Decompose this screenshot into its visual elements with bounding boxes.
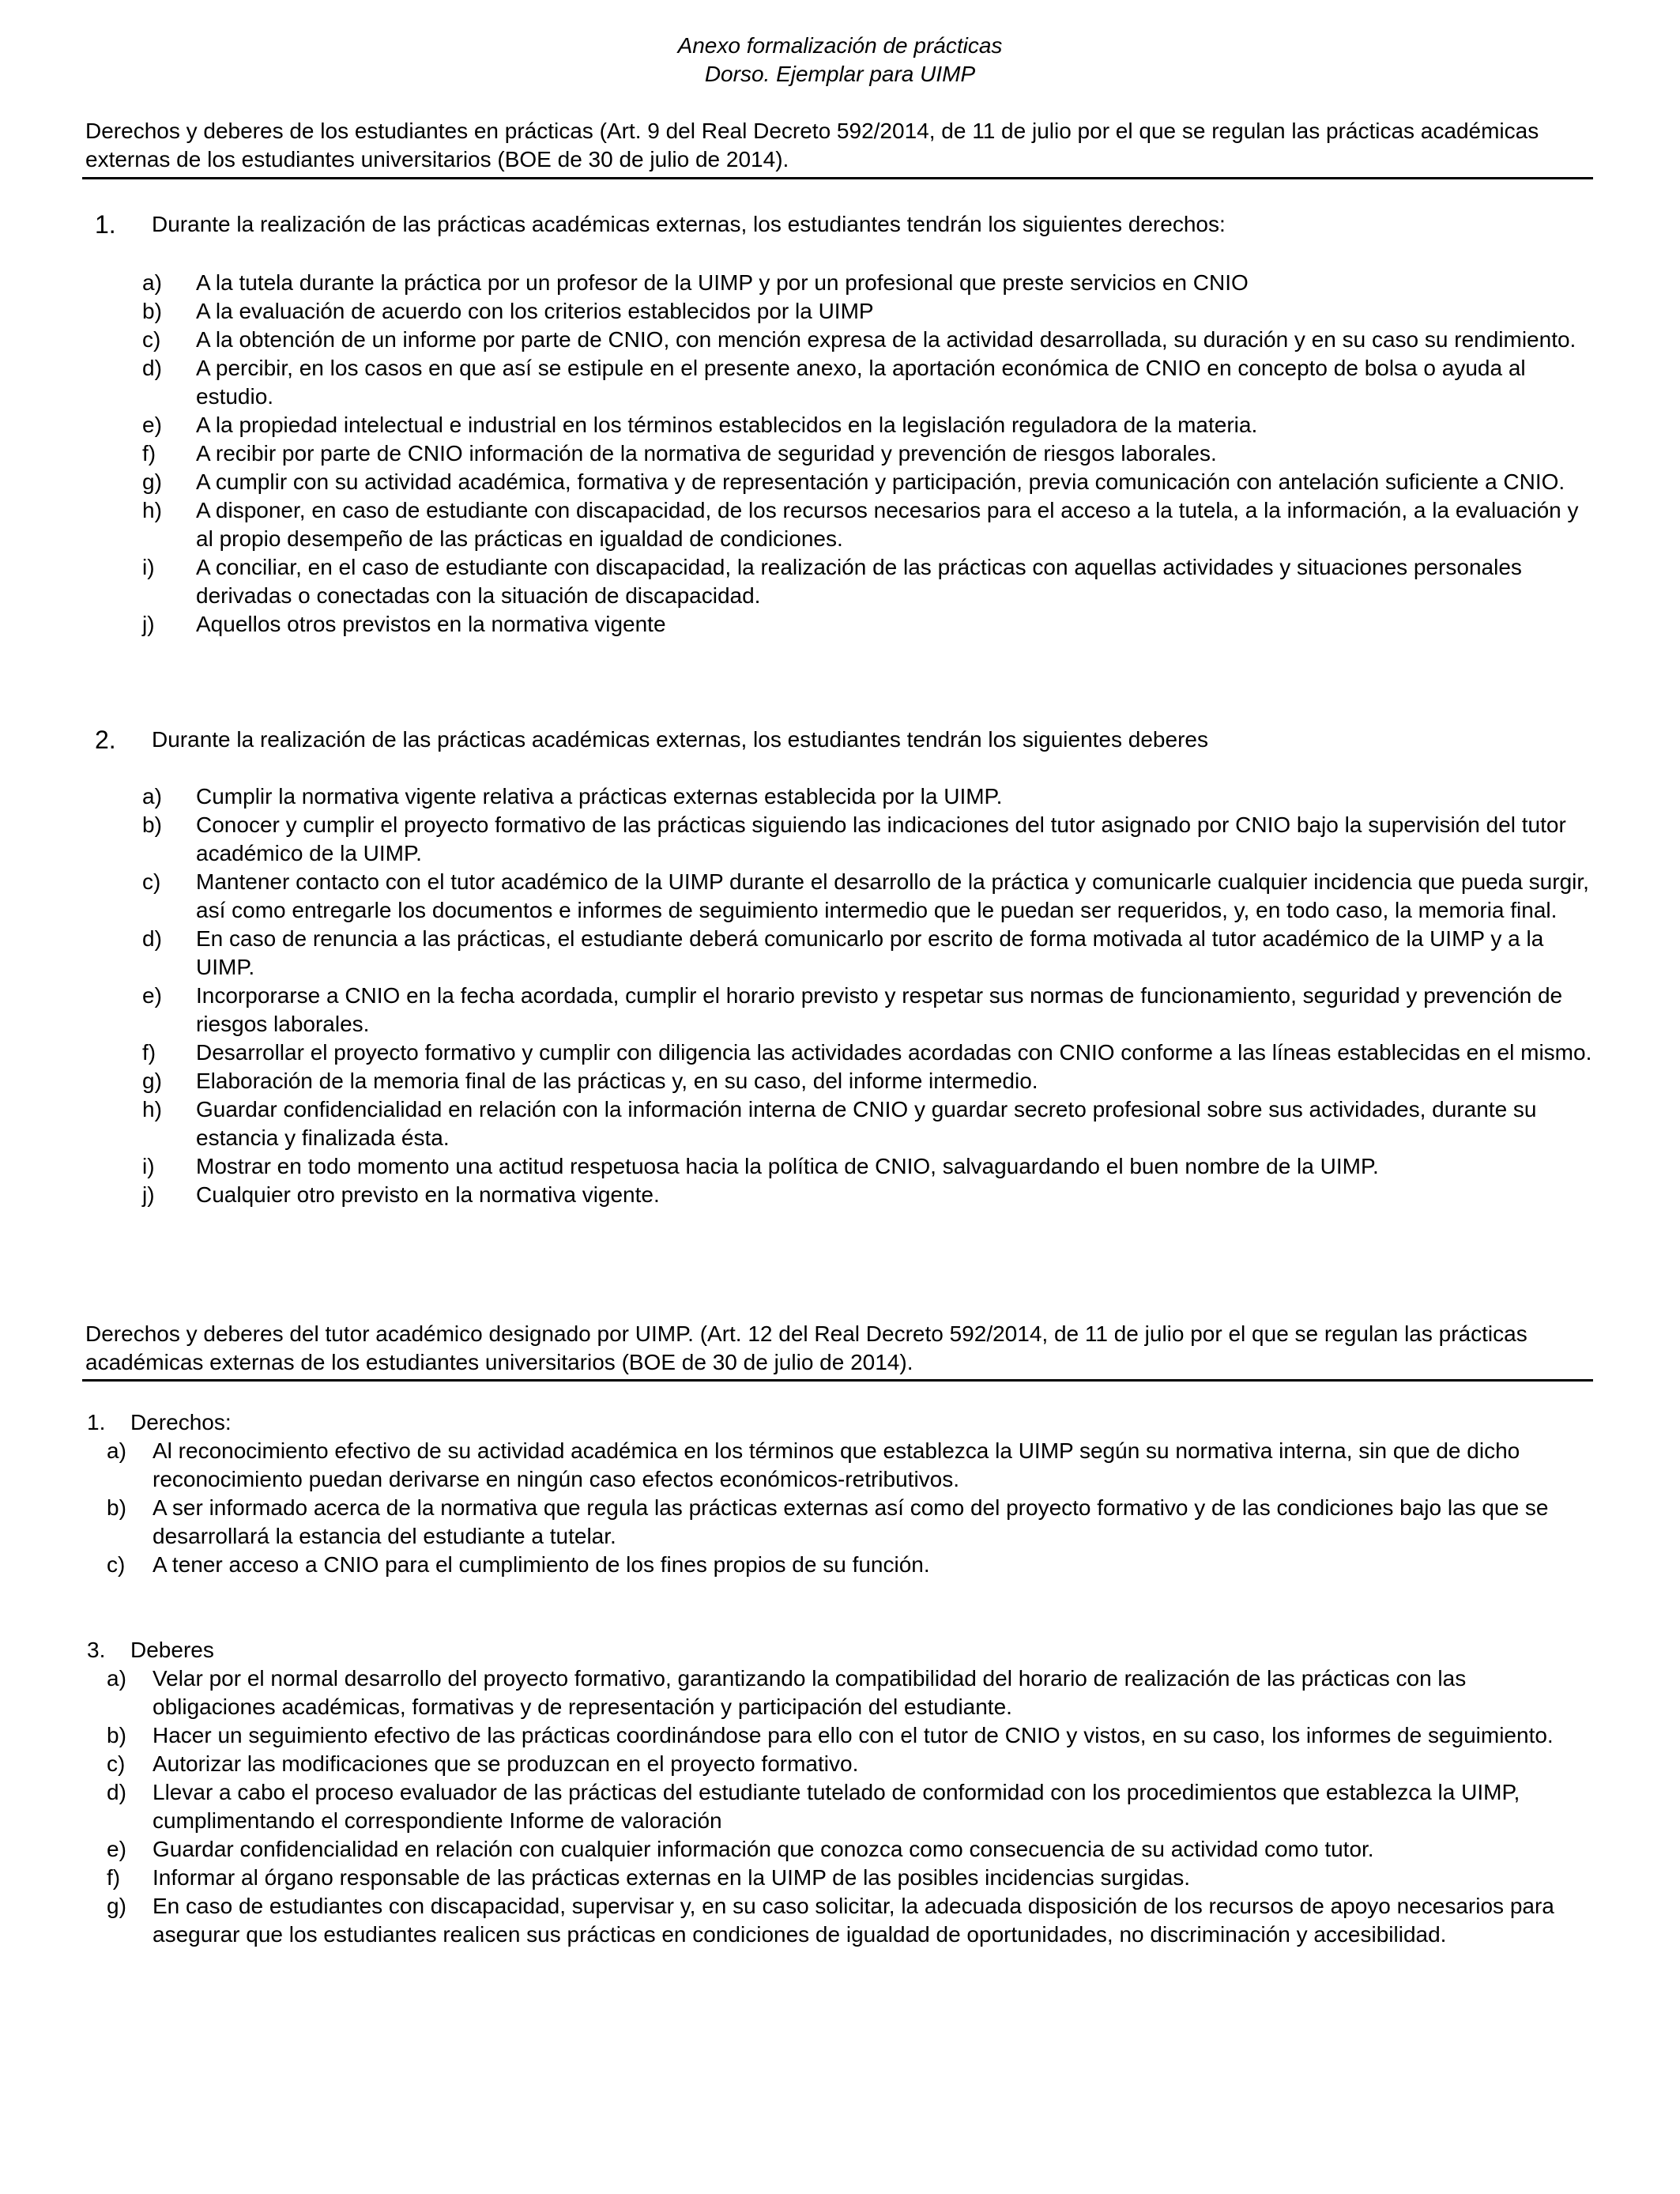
list-item bbox=[142, 496, 1592, 553]
list-item-label: h) bbox=[142, 498, 162, 522]
list-item-label: a) bbox=[142, 784, 162, 809]
heading-text: Derechos: bbox=[130, 1410, 232, 1434]
list-item bbox=[142, 610, 1592, 639]
list-item-text: Velar por el normal desarrollo del proyecto formativo, garantizando la compatibilidad del horario de realización de las prácticas con las obligaciones académicas, formativas y de representación y participación del estudiante. bbox=[153, 1666, 1467, 1719]
list-item-text: A tener acceso a CNIO para el cumplimiento de los fines propios de su función. bbox=[153, 1552, 930, 1577]
students-duties-list bbox=[142, 782, 1592, 1209]
list-item-label: g) bbox=[142, 469, 162, 494]
list-item bbox=[142, 782, 1592, 811]
list-item-text: A cumplir con su actividad académica, formativa y de representación y participación, previa comunicación con antelación suficiente a CNIO. bbox=[196, 469, 1565, 494]
list-item-label: c) bbox=[107, 1552, 126, 1577]
list-item bbox=[142, 1067, 1592, 1095]
list-item bbox=[142, 269, 1592, 297]
list-item-text: A la obtención de un informe por parte de CNIO, con mención expresa de la actividad desarrollada, su duración y en su caso su rendimiento. bbox=[196, 327, 1576, 352]
list-item-text: En caso de estudiantes con discapacidad, supervisar y, en su caso solicitar, la adecuada disposición de los recursos de apoyo necesarios para asegurar que los estudiantes realicen sus prácticas en condiciones de igualdad de oportunidades, no discriminación y accesibilidad. bbox=[153, 1894, 1554, 1947]
list-item-text: Guardar confidencialidad en relación con la información interna de CNIO y guardar secreto profesional sobre sus actividades, durante su estancia y finalizada ésta. bbox=[196, 1097, 1537, 1150]
students-intro: Derechos y deberes de los estudiantes en prácticas (Art. 9 del Real Decreto 592/2014, de 11 de julio por el que se regulan las prácticas académicas externas de los estudiantes universitarios (BOE de 30 de julio de 2014). bbox=[85, 119, 1539, 172]
students-rights-list bbox=[142, 269, 1592, 639]
list-item-label: j) bbox=[142, 1182, 155, 1207]
list-item-text: A recibir por parte de CNIO información de la normativa de seguridad y prevención de riesgos laborales. bbox=[196, 441, 1217, 466]
list-item bbox=[142, 982, 1592, 1039]
list-item bbox=[142, 439, 1592, 468]
list-item-label: b) bbox=[142, 812, 162, 837]
list-item bbox=[142, 553, 1592, 610]
list-item-label: f) bbox=[142, 1040, 156, 1065]
list-item bbox=[142, 811, 1592, 868]
list-item-text: A ser informado acerca de la normativa que regula las prácticas externas así como del proyecto formativo y de las condiciones bajo las que se desarrollará la estancia del estudiante a tutelar. bbox=[153, 1495, 1549, 1548]
list-item-text: Cualquier otro previsto en la normativa vigente. bbox=[196, 1182, 660, 1207]
list-item-label: i) bbox=[142, 555, 155, 579]
list-item-label: g) bbox=[142, 1069, 162, 1093]
list-item-label: a) bbox=[107, 1438, 126, 1463]
list-item-label: g) bbox=[107, 1894, 126, 1918]
list-item-label: d) bbox=[107, 1780, 126, 1804]
list-item-label: e) bbox=[107, 1837, 126, 1861]
list-item-label: b) bbox=[107, 1723, 126, 1747]
heading-number: 2. bbox=[95, 726, 116, 754]
list-item-text: Autorizar las modificaciones que se produzcan en el proyecto formativo. bbox=[153, 1751, 859, 1776]
list-item-text: Llevar a cabo el proceso evaluador de las prácticas del estudiante tutelado de conformidad con los procedimientos que establezca la UIMP, cumplimentando el correspondiente Informe de valoración bbox=[153, 1780, 1520, 1833]
heading-number: 1. bbox=[95, 210, 116, 239]
tutor-duties-list bbox=[107, 1664, 1592, 1949]
tutor-intro: Derechos y deberes del tutor académico designado por UIMP. (Art. 12 del Real Decreto 592/2014, de 11 de julio por el que se regulan las prácticas académicas externas de los estudiantes universitarios (BOE de 30 de julio de 2014). bbox=[85, 1321, 1527, 1374]
list-item-label: d) bbox=[142, 926, 162, 951]
list-item bbox=[107, 1835, 1592, 1864]
list-item-text: A la evaluación de acuerdo con los criterios establecidos por la UIMP bbox=[196, 299, 874, 323]
list-item-label: c) bbox=[107, 1751, 126, 1776]
list-item bbox=[107, 1494, 1592, 1551]
list-item-label: f) bbox=[107, 1865, 121, 1890]
list-item-text: En caso de renuncia a las prácticas, el estudiante deberá comunicarlo por escrito de forma motivada al tutor académico de la UIMP y a la UIMP. bbox=[196, 926, 1544, 979]
list-item-text: A la tutela durante la práctica por un profesor de la UIMP y por un profesional que preste servicios en CNIO bbox=[196, 270, 1249, 295]
list-item-text: Mostrar en todo momento una actitud respetuosa hacia la política de CNIO, salvaguardando el buen nombre de la UIMP. bbox=[196, 1154, 1379, 1178]
tutor-rights-list bbox=[107, 1437, 1592, 1579]
list-item-label: e) bbox=[142, 983, 162, 1008]
list-item bbox=[107, 1778, 1592, 1835]
list-item bbox=[107, 1864, 1592, 1892]
list-item bbox=[107, 1892, 1592, 1949]
annex-title: Anexo formalización de prácticas bbox=[677, 33, 1003, 58]
annex-subtitle: Dorso. Ejemplar para UIMP bbox=[704, 62, 976, 86]
list-item-label: i) bbox=[142, 1154, 155, 1178]
list-item-label: h) bbox=[142, 1097, 162, 1122]
section-divider bbox=[82, 177, 1593, 179]
list-item bbox=[142, 1039, 1592, 1067]
list-item-text: A percibir, en los casos en que así se estipule en el presente anexo, la aportación económica de CNIO en concepto de bolsa o ayuda al estudio. bbox=[196, 356, 1526, 409]
list-item-label: b) bbox=[107, 1495, 126, 1520]
list-item-label: a) bbox=[142, 270, 162, 295]
heading-number: 3. bbox=[87, 1638, 106, 1662]
list-item bbox=[107, 1750, 1592, 1778]
list-item bbox=[107, 1437, 1592, 1494]
list-item-label: d) bbox=[142, 356, 162, 380]
heading-number: 1. bbox=[87, 1410, 106, 1434]
list-item-label: a) bbox=[107, 1666, 126, 1691]
list-item-text: Incorporarse a CNIO en la fecha acordada, cumplir el horario previsto y respetar sus normas de funcionamiento, seguridad y prevención de riesgos laborales. bbox=[196, 983, 1563, 1036]
list-item-text: Conocer y cumplir el proyecto formativo de las prácticas siguiendo las indicaciones del tutor asignado por CNIO bajo la supervisión del tutor académico de la UIMP. bbox=[196, 812, 1566, 865]
list-item bbox=[142, 326, 1592, 354]
list-item bbox=[142, 411, 1592, 439]
list-item bbox=[107, 1664, 1592, 1721]
list-item bbox=[142, 1095, 1592, 1152]
heading-text: Durante la realización de las prácticas académicas externas, los estudiantes tendrán los siguientes derechos: bbox=[152, 212, 1226, 236]
heading-text: Durante la realización de las prácticas académicas externas, los estudiantes tendrán los siguientes deberes bbox=[152, 727, 1208, 752]
list-item-label: j) bbox=[142, 612, 155, 636]
list-item-label: e) bbox=[142, 413, 162, 437]
list-item bbox=[107, 1551, 1592, 1579]
list-item bbox=[142, 297, 1592, 326]
list-item-label: c) bbox=[142, 869, 161, 894]
list-item-text: A la propiedad intelectual e industrial en los términos establecidos en la legislación reguladora de la materia. bbox=[196, 413, 1258, 437]
list-item bbox=[142, 1181, 1592, 1209]
list-item bbox=[107, 1721, 1592, 1750]
list-item bbox=[142, 1152, 1592, 1181]
list-item-label: f) bbox=[142, 441, 156, 466]
heading-text: Deberes bbox=[130, 1638, 214, 1662]
list-item-text: Elaboración de la memoria final de las prácticas y, en su caso, del informe intermedio. bbox=[196, 1069, 1038, 1093]
list-item-text: Desarrollar el proyecto formativo y cumplir con diligencia las actividades acordadas con CNIO conforme a las líneas establecidas en el mismo. bbox=[196, 1040, 1592, 1065]
list-item-text: Al reconocimiento efectivo de su actividad académica en los términos que establezca la UIMP según su normativa interna, sin que de dicho reconocimiento puedan derivarse en ningún caso efectos económicos-retributivos. bbox=[153, 1438, 1520, 1491]
list-item-text: Aquellos otros previstos en la normativa vigente bbox=[196, 612, 666, 636]
list-item-text: A conciliar, en el caso de estudiante con discapacidad, la realización de las prácticas con aquellas actividades y situaciones personales derivadas o conectadas con la situación de discapacidad. bbox=[196, 555, 1522, 608]
list-item-text: A disponer, en caso de estudiante con discapacidad, de los recursos necesarios para el acceso a la tutela, a la información, a la evaluación y al propio desempeño de las prácticas en igualdad de condiciones. bbox=[196, 498, 1579, 551]
list-item-text: Hacer un seguimiento efectivo de las prácticas coordinándose para ello con el tutor de CNIO y vistos, en su caso, los informes de seguimiento. bbox=[153, 1723, 1554, 1747]
list-item-text: Mantener contacto con el tutor académico de la UIMP durante el desarrollo de la práctica y comunicarle cualquier incidencia que pueda surgir, así como entregarle los documentos e informes de seguimiento intermedio que le puedan ser requeridos, y, en todo caso, la memoria final. bbox=[196, 869, 1589, 922]
list-item bbox=[142, 468, 1592, 496]
list-item-text: Guardar confidencialidad en relación con cualquier información que conozca como consecuencia de su actividad como tutor. bbox=[153, 1837, 1374, 1861]
list-item bbox=[142, 868, 1592, 925]
list-item bbox=[142, 354, 1592, 411]
list-item bbox=[142, 925, 1592, 982]
list-item-text: Informar al órgano responsable de las prácticas externas en la UIMP de las posibles incidencias surgidas. bbox=[153, 1865, 1191, 1890]
list-item-label: b) bbox=[142, 299, 162, 323]
list-item-text: Cumplir la normativa vigente relativa a prácticas externas establecida por la UIMP. bbox=[196, 784, 1003, 809]
section-divider bbox=[82, 1379, 1593, 1382]
list-item-label: c) bbox=[142, 327, 161, 352]
